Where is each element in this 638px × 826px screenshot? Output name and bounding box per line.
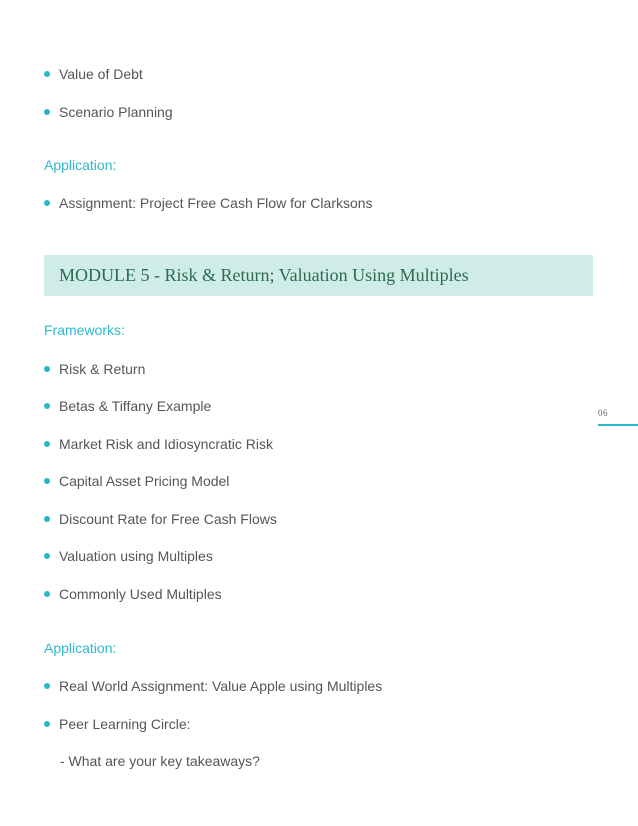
bullet-icon [44, 403, 50, 409]
list-item-label: Betas & Tiffany Example [59, 398, 212, 414]
bullet-icon [44, 200, 50, 206]
list-item-common-multiples [44, 585, 222, 603]
list-item-value-of-debt [44, 65, 143, 83]
module-banner [44, 255, 593, 296]
list-item-betas-tiffany [44, 397, 211, 415]
bullet-icon [44, 591, 50, 597]
list-item-market-risk [44, 435, 273, 453]
page-number: 06 [598, 408, 608, 418]
list-item-scenario-planning [44, 103, 173, 121]
list-item-capm [44, 472, 229, 490]
list-item-label: Risk & Return [59, 361, 146, 377]
list-item-label: Capital Asset Pricing Model [59, 473, 230, 489]
list-item-label: Assignment: Project Free Cash Flow for Clarksons [59, 195, 373, 211]
module-title: MODULE 5 - Risk & Return; Valuation Using Multiples [59, 265, 469, 285]
bullet-icon [44, 441, 50, 447]
bullet-icon [44, 721, 50, 727]
list-item-value-apple [44, 677, 382, 695]
bullet-icon [44, 366, 50, 372]
sub-item-takeaways: - What are your key takeaways? [60, 753, 260, 769]
list-item-risk-return [44, 360, 145, 378]
list-item-label: Market Risk and Idiosyncratic Risk [59, 436, 273, 452]
list-item-peer-learning [44, 715, 191, 733]
list-item-valuation-multiples [44, 547, 213, 565]
list-item-label: Commonly Used Multiples [59, 586, 222, 602]
bullet-icon [44, 109, 50, 115]
bullet-icon [44, 553, 50, 559]
list-item-label: Scenario Planning [59, 104, 173, 120]
list-item-label: Valuation using Multiples [59, 548, 213, 564]
list-item-label: Real World Assignment: Value Apple using Multiples [59, 678, 383, 694]
application-heading-2: Application: [44, 640, 117, 656]
application-heading: Application: [44, 157, 117, 173]
list-item-label: Discount Rate for Free Cash Flows [59, 511, 277, 527]
list-item-assignment-clarksons [44, 194, 373, 212]
list-item-label: Peer Learning Circle: [59, 716, 191, 732]
frameworks-heading: Frameworks: [44, 322, 125, 338]
bullet-icon [44, 478, 50, 484]
bullet-icon [44, 516, 50, 522]
list-item-discount-rate [44, 510, 277, 528]
page-number-rule [598, 424, 638, 426]
bullet-icon [44, 683, 50, 689]
bullet-icon [44, 71, 50, 77]
list-item-label: Value of Debt [59, 66, 143, 82]
